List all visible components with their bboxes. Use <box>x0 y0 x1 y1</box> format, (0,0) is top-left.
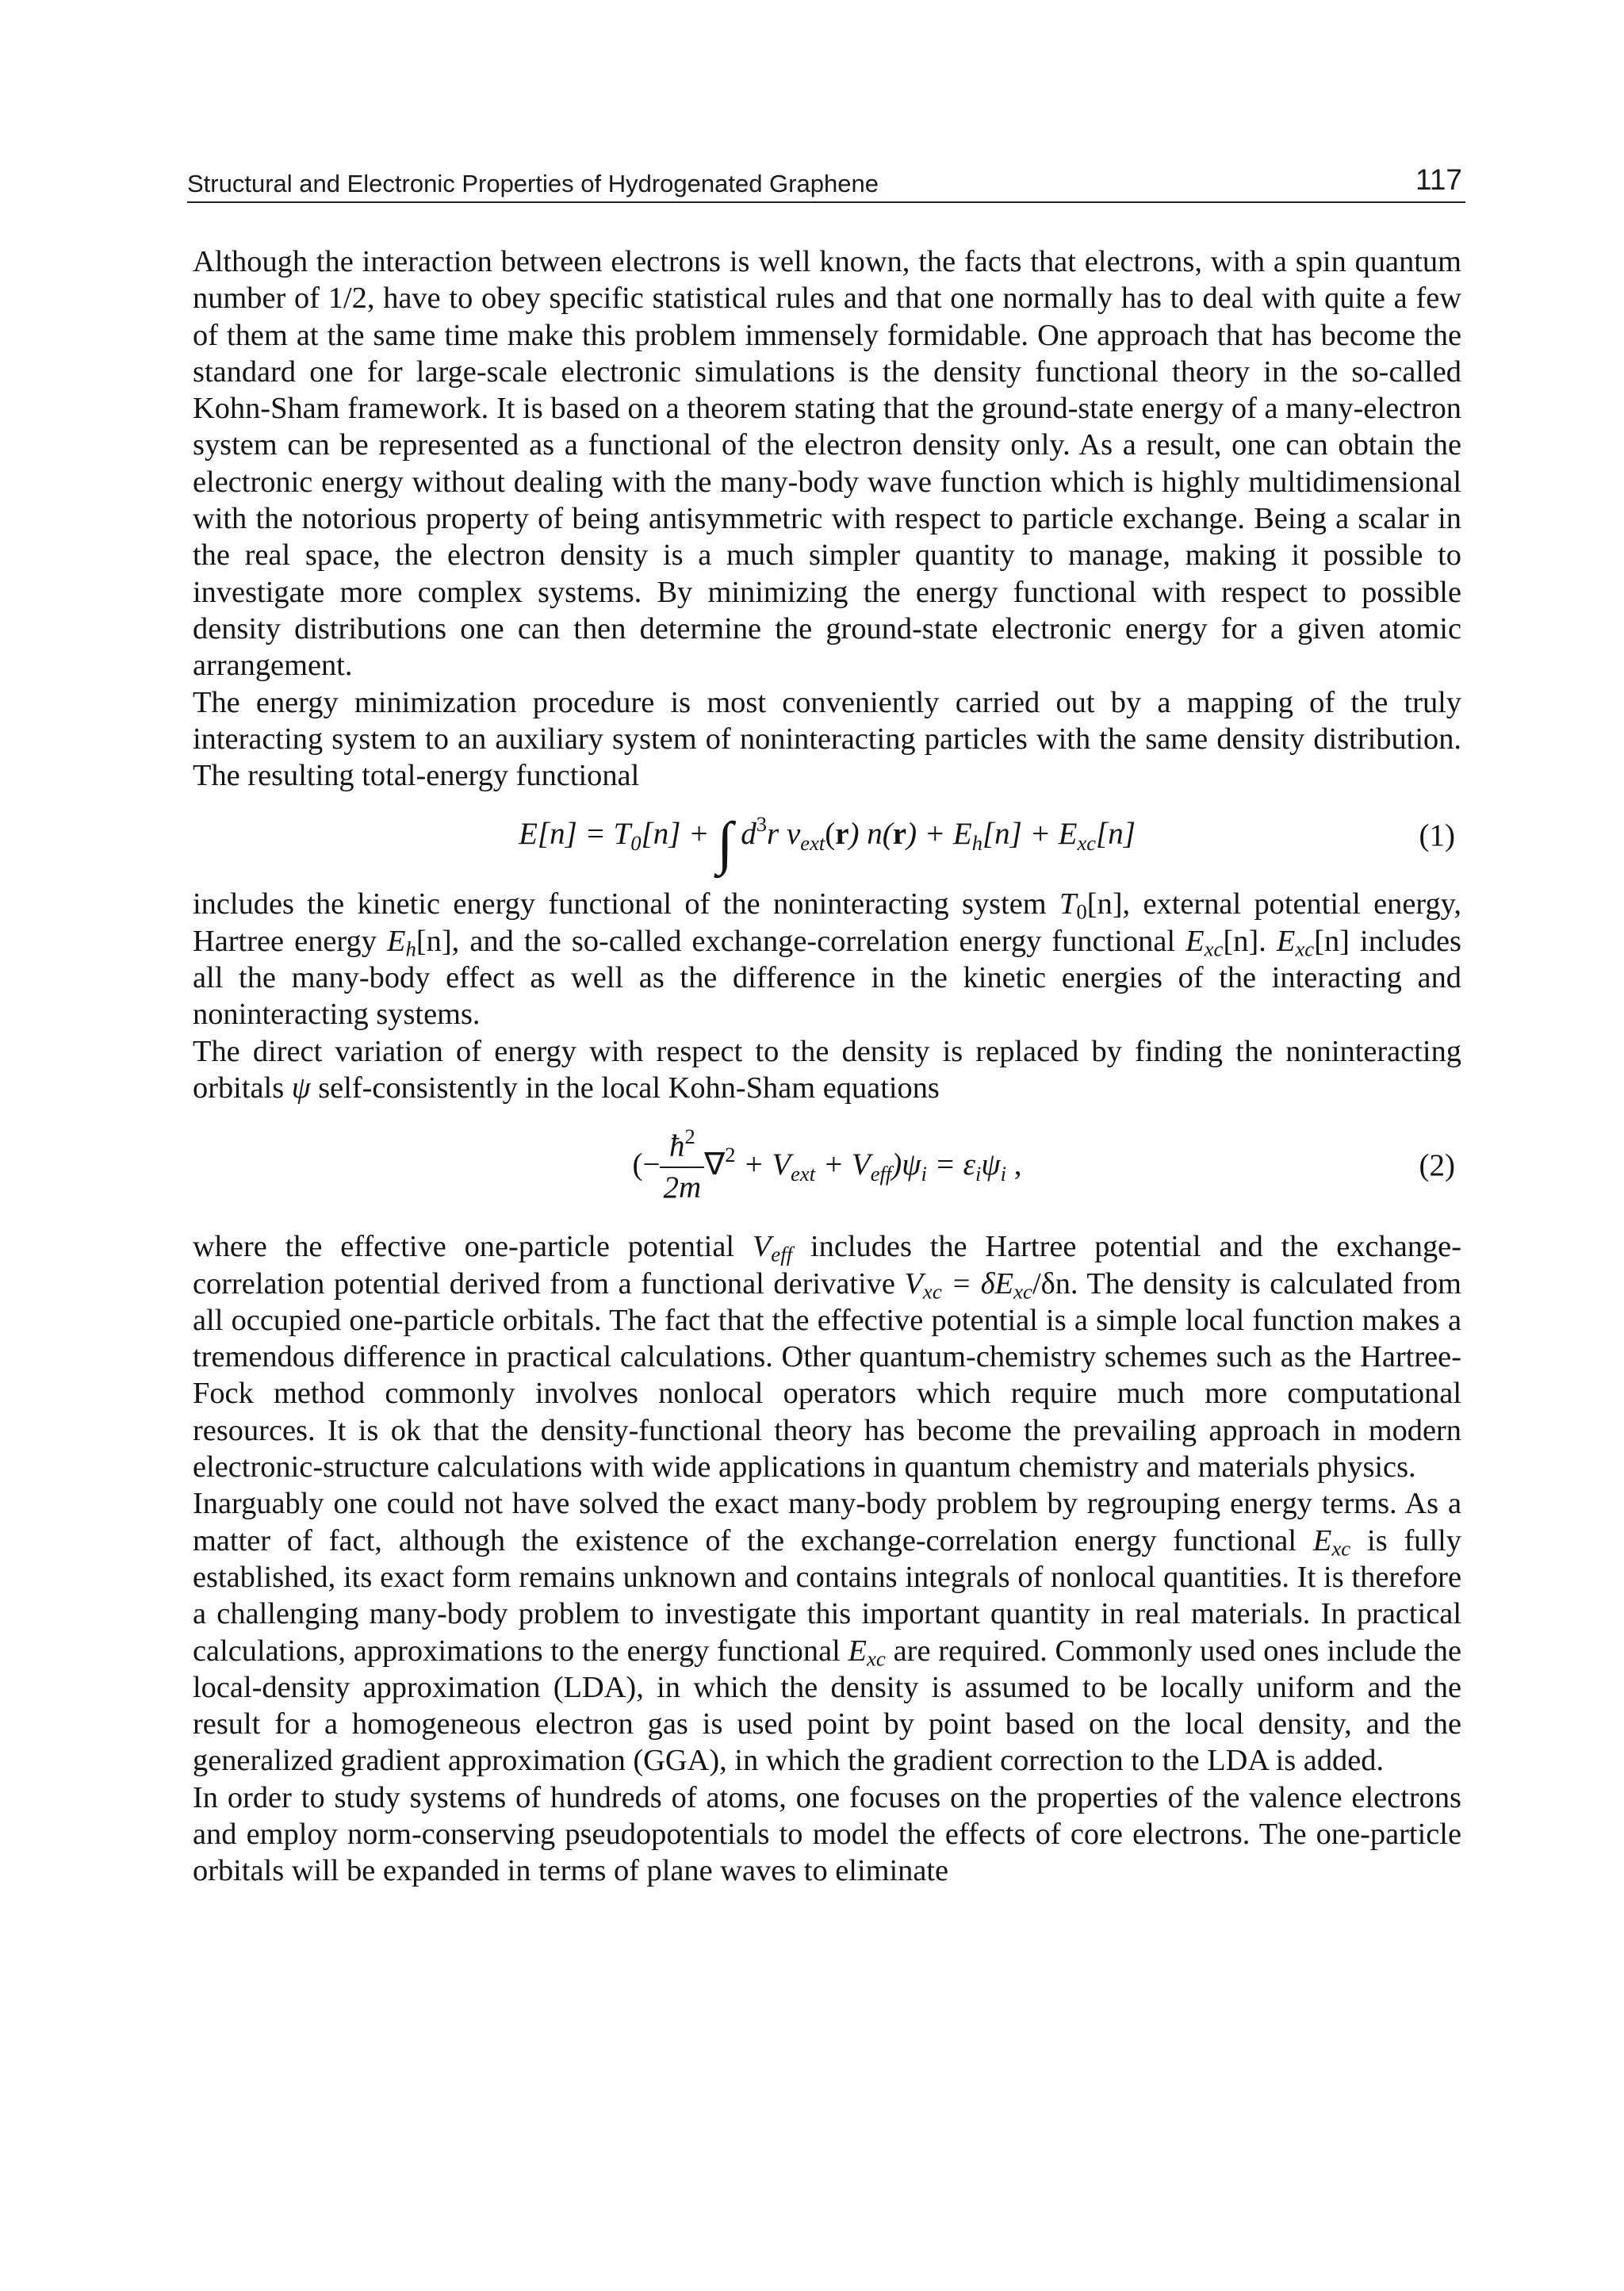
paragraph-pseudopotentials: In order to study systems of hundreds of atoms, one focuses on the properties of the valence electrons and employ norm-conserving pseudopotentials to model the effects of core electrons. The one-particle orbitals will be expanded in terms of plane waves to eliminate <box>193 1780 1461 1888</box>
equation-2-formula: (− $\frac{ħ^2}{2m}$ $\nabla^2 + V_{ext} + V_{eff})\psi_i = \varepsilon_i\psi_i$ , <box>193 1127 1461 1208</box>
paragraph-energy-minimization: The energy minimization procedure is most conveniently carried out by a mapping of the truly interacting system to an auxiliary system of noninteracting particles with the same density distribution. The resulting total-energy functional <box>193 685 1461 793</box>
paragraph-intro: Although the interaction between electrons is well known, the facts that electrons, with a spin quantum number of 1/2, have to obey specific statistical rules and that one normally has to deal with quite a few of them at the same time make this problem immensely formidable. One approach that has become the standard one for large-scale electronic simulations is the density functional theory in the so-called Kohn-Sham framework. It is based on a theorem stating that the ground-state energy of a many-electron system can be represented as a functional of the electron density only. As a result, one can obtain the electronic energy without dealing with the many-body wave function which is highly multidimensional with the notorious property of being antisymmetric with respect to particle exchange. Being a scalar in the real space, the electron density is a much simpler quantity to manage, making it possible to investigate more complex systems. By minimizing the energy functional with respect to possible density distributions one can then determine the ground-state electronic energy for a given atomic arrangement. <box>193 245 1461 683</box>
paragraph-approximations: Inarguably one could not have solved the exact many-body problem by regrouping energy terms. As a matter of fact, although the existence of the exchange-correlation energy functional $E_{xc}$ is fully established, its exact form remains unknown and contains integrals of nonlocal quantities. It is therefore a challenging many-body problem to investigate this important quantity in real materials. In practical calculations, approximations to the energy functional $E_{xc}$ are required. Commonly used ones include the local-density approximation (LDA), in which the density is assumed to be locally uniform and the result for a homogeneous electron gas is used point by point based on the local density, and the generalized gradient approximation (GGA), in which the gradient correction to the LDA is added. <box>193 1487 1462 1778</box>
paragraph-effective-potential: where the effective one-particle potential $V_{eff}$ includes the Hartree potential and the exchange-correlation potential derived from a functional derivative $V_{xc} = \delta E_{xc}/\delta n$. The density is calculated from all occupied one-particle orbitals. The fact that the effective potential is a simple local function makes a tremendous difference in practical calculations. Other quantum-chemistry schemes such as the Hartree-Fock method commonly involves nonlocal operators which require much more computational resources. It is ok that the density-functional theory has become the prevailing approach in modern electronic-structure calculations with wide applications in quantum chemistry and materials physics. <box>193 1230 1461 1485</box>
fraction: $\frac{ħ^2}{2m}$ <box>660 1127 704 1208</box>
equation-1-formula: $E[n] = T_0[n]$ + ∫ $d^3r$ $v_{ext}(r) n(r) + E_h[n] + E_{xc}[n]$ <box>519 811 1136 877</box>
equation-2 <box>193 1106 1461 1228</box>
body-text <box>193 243 1461 1890</box>
equation-1 <box>193 794 1461 886</box>
running-title: Structural and Electronic Properties of Hydrogenated Graphene <box>187 170 879 197</box>
integral-sign: ∫ <box>717 811 733 877</box>
running-header <box>187 165 1465 203</box>
paragraph-kohn-sham: The direct variation of energy with respect to the density is replaced by finding the noninteracting orbitals ψ self-consistently in the local Kohn-Sham equations <box>193 1034 1461 1105</box>
equation-2-number: (2) <box>1419 1148 1455 1183</box>
equation-1-number: (1) <box>1419 818 1455 853</box>
paragraph-functional-terms: includes the kinetic energy functional of the noninteracting system $T_0[n]$, external potential energy, Hartree energy $E_h[n]$, and the so-called exchange-correlation energy functional $E_{xc}[n]$. $E_{xc}[n]$ includes all the many-body effect as well as the difference in the kinetic energies of the interacting and noninteracting systems. <box>193 887 1461 1032</box>
page-number: 117 <box>1415 163 1462 196</box>
